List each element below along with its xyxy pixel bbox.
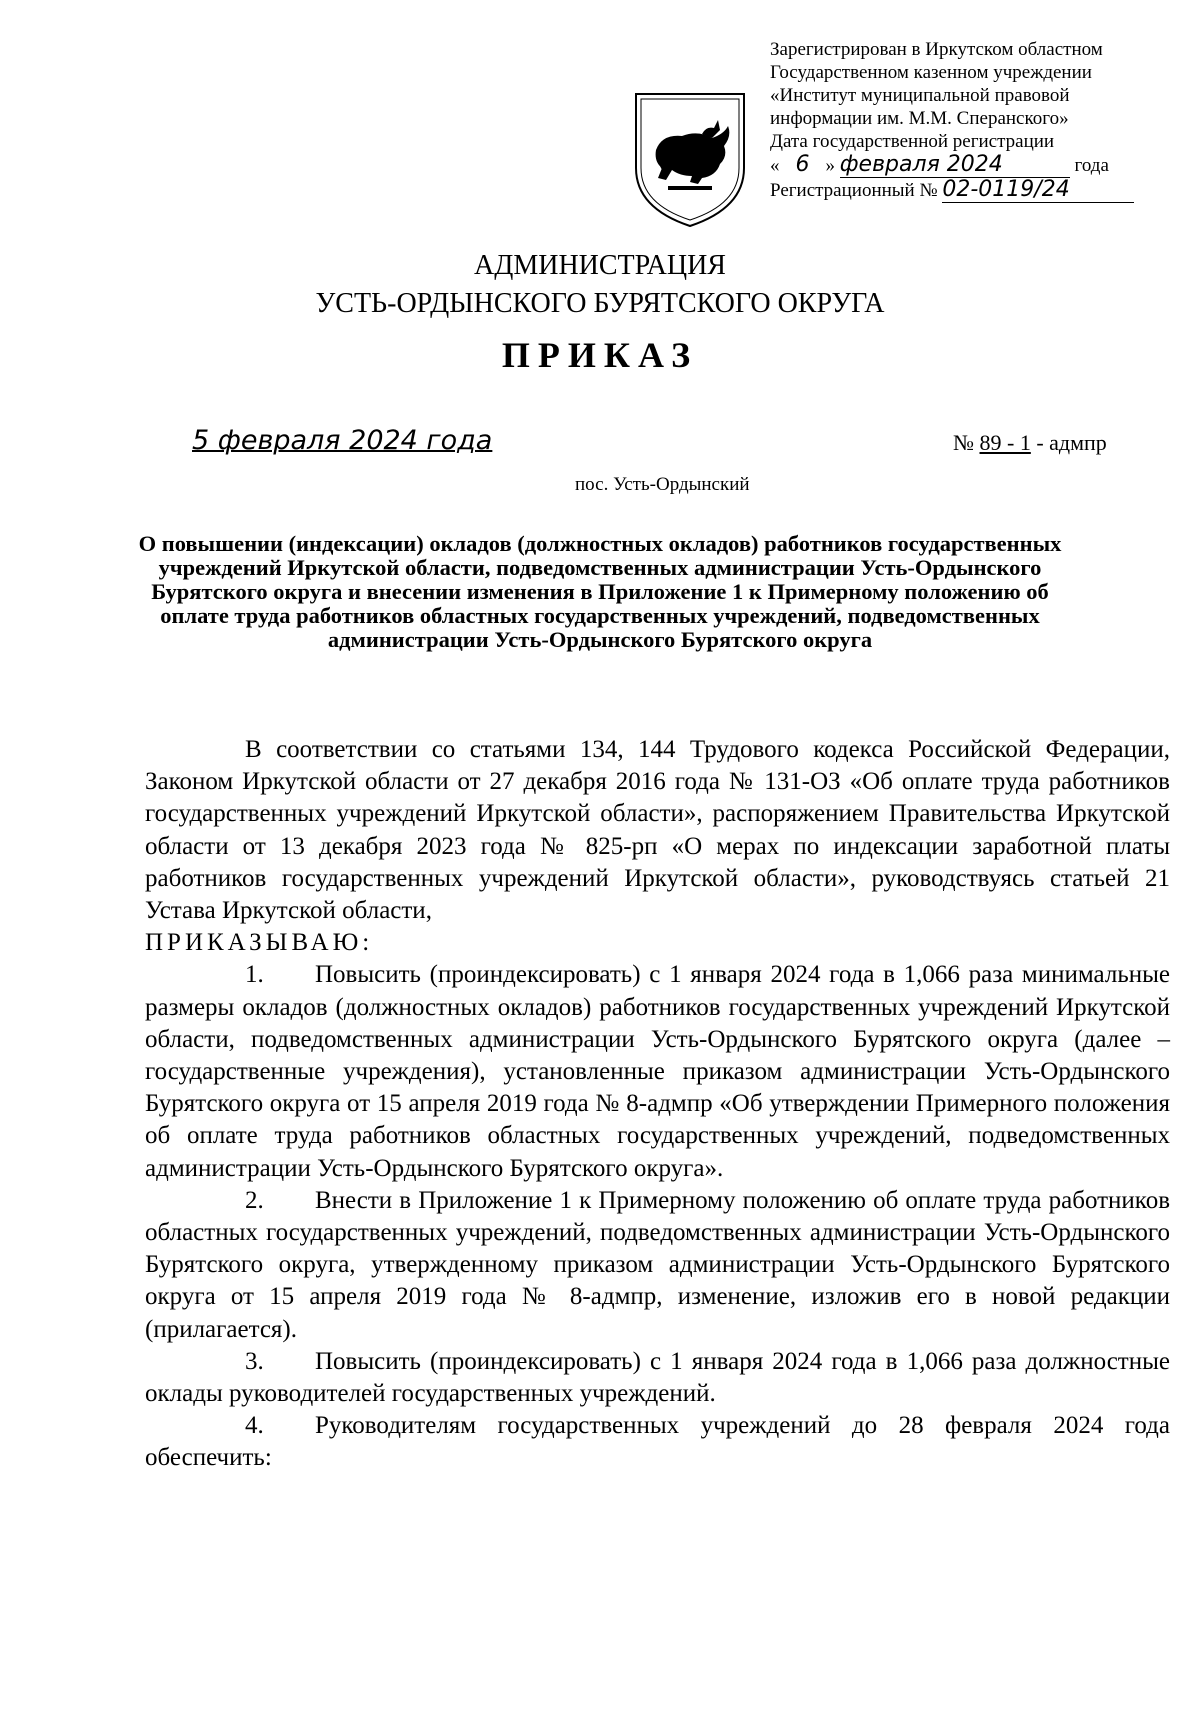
- stamp-line-2: Государственном казенном учреждении: [770, 62, 1092, 83]
- registration-number-row: [770, 178, 1170, 203]
- registration-stamp: [770, 38, 1170, 203]
- org-name-line-2: УСТЬ-ОРДЫНСКОГО БУРЯТСКОГО ОКРУГА: [315, 288, 885, 319]
- stamp-line-4: информации им. М.М. Сперанского»: [770, 108, 1069, 129]
- registration-date-suffix: года: [1074, 155, 1109, 176]
- document-type: ПРИКАЗ: [501, 335, 699, 375]
- item-text: Повысить (проиндексировать) с 1 января 2024 года в 1,066 раза должностные оклады руководителей государственных учреждений.: [145, 1347, 1170, 1408]
- order-number-value: 89 - 1: [979, 430, 1031, 455]
- item-text: Внести в Приложение 1 к Примерному положению об оплате труда работников областных государственных учреждений, подведомственных администрации Усть-Ордынского Бурятского округа, утвержденному приказом администрации Усть-Ордынского Бурятского округа от 15 апреля 2019 года № 8-адмпр, изменение, изложив его в новой редакции (прилагается).: [145, 1186, 1170, 1343]
- order-number-suffix: - адмпр: [1036, 430, 1107, 455]
- order-body: [145, 734, 1170, 1475]
- registration-date: [770, 153, 1170, 178]
- registration-number-label: Регистрационный №: [770, 180, 938, 201]
- order-word: ПРИКАЗЫВАЮ:: [145, 929, 374, 957]
- date-open-quote: «: [770, 155, 780, 176]
- stamp-line-1: Зарегистрирован в Иркутском областном: [770, 39, 1103, 60]
- order-item: [145, 959, 1170, 1184]
- order-date: 5 февраля 2024 года: [192, 425, 493, 456]
- registration-number: 02-0119/24: [942, 177, 1070, 202]
- item-number: 4.: [245, 1412, 264, 1440]
- item-number: 2.: [245, 1186, 264, 1214]
- order-number-prefix: №: [953, 430, 974, 455]
- org-name-line-1: АДМИНИСТРАЦИЯ: [474, 250, 726, 281]
- item-number: 3.: [245, 1347, 264, 1375]
- order-title: О повышении (индексации) окладов (должностных окладов) работников государственных учреждений Иркутской области, подведомственных администрации Усть-Ордынского Бурятского округа и внесении изменения в Приложение 1 к Примерному положению об оплате труда работников областных государственных учреждений, подведомственных администрации Усть-Ордынского Бурятского округа: [138, 531, 1062, 652]
- preamble: В соответствии со статьями 134, 144 Трудового кодекса Российской Федерации, Законом Иркутской области от 27 декабря 2016 года № 131-ОЗ «Об оплате труда работников государственных учреждений Иркутской области», распоряжением Правительства Иркутской области от 13 декабря 2023 года № 825-рп «О мерах по индексации заработной платы работников государственных учреждений Иркутской области», руководствуясь статьей 21 Устава Иркутской области,: [145, 736, 1170, 925]
- order-item: [145, 1185, 1170, 1346]
- stamp-line-3: «Институт муниципальной правовой: [770, 85, 1070, 106]
- stamp-line-5: Дата государственной регистрации: [770, 131, 1055, 152]
- order-item: [145, 1410, 1170, 1474]
- registration-day: 6: [795, 152, 810, 177]
- registration-month-year: февраля 2024: [839, 152, 1003, 177]
- item-text: Руководителям государственных учреждений до 28 февраля 2024 года обеспечить:: [145, 1412, 1170, 1472]
- date-close-quote: »: [825, 155, 835, 176]
- order-item: [145, 1346, 1170, 1410]
- item-number: 1.: [245, 961, 264, 989]
- item-text: Повысить (проиндексировать) с 1 января 2024 года в 1,066 раза минимальные размеры окладов (должностных окладов) работников государственных учреждений Иркутской области, подведомственных администрации Усть-Ордынского Бурятского округа (далее – государственные учреждения), установленные приказом администрации Усть-Ордынского Бурятского округа от 15 апреля 2019 года № 8-адмпр «Об утверждении Примерного положения об оплате труда работников областных государственных учреждений, подведомственных администрации Усть-Ордынского Бурятского округа».: [145, 961, 1170, 1182]
- order-place: пос. Усть-Ордынский: [575, 474, 750, 495]
- order-number: [953, 430, 1107, 456]
- coat-of-arms-icon: [632, 90, 748, 230]
